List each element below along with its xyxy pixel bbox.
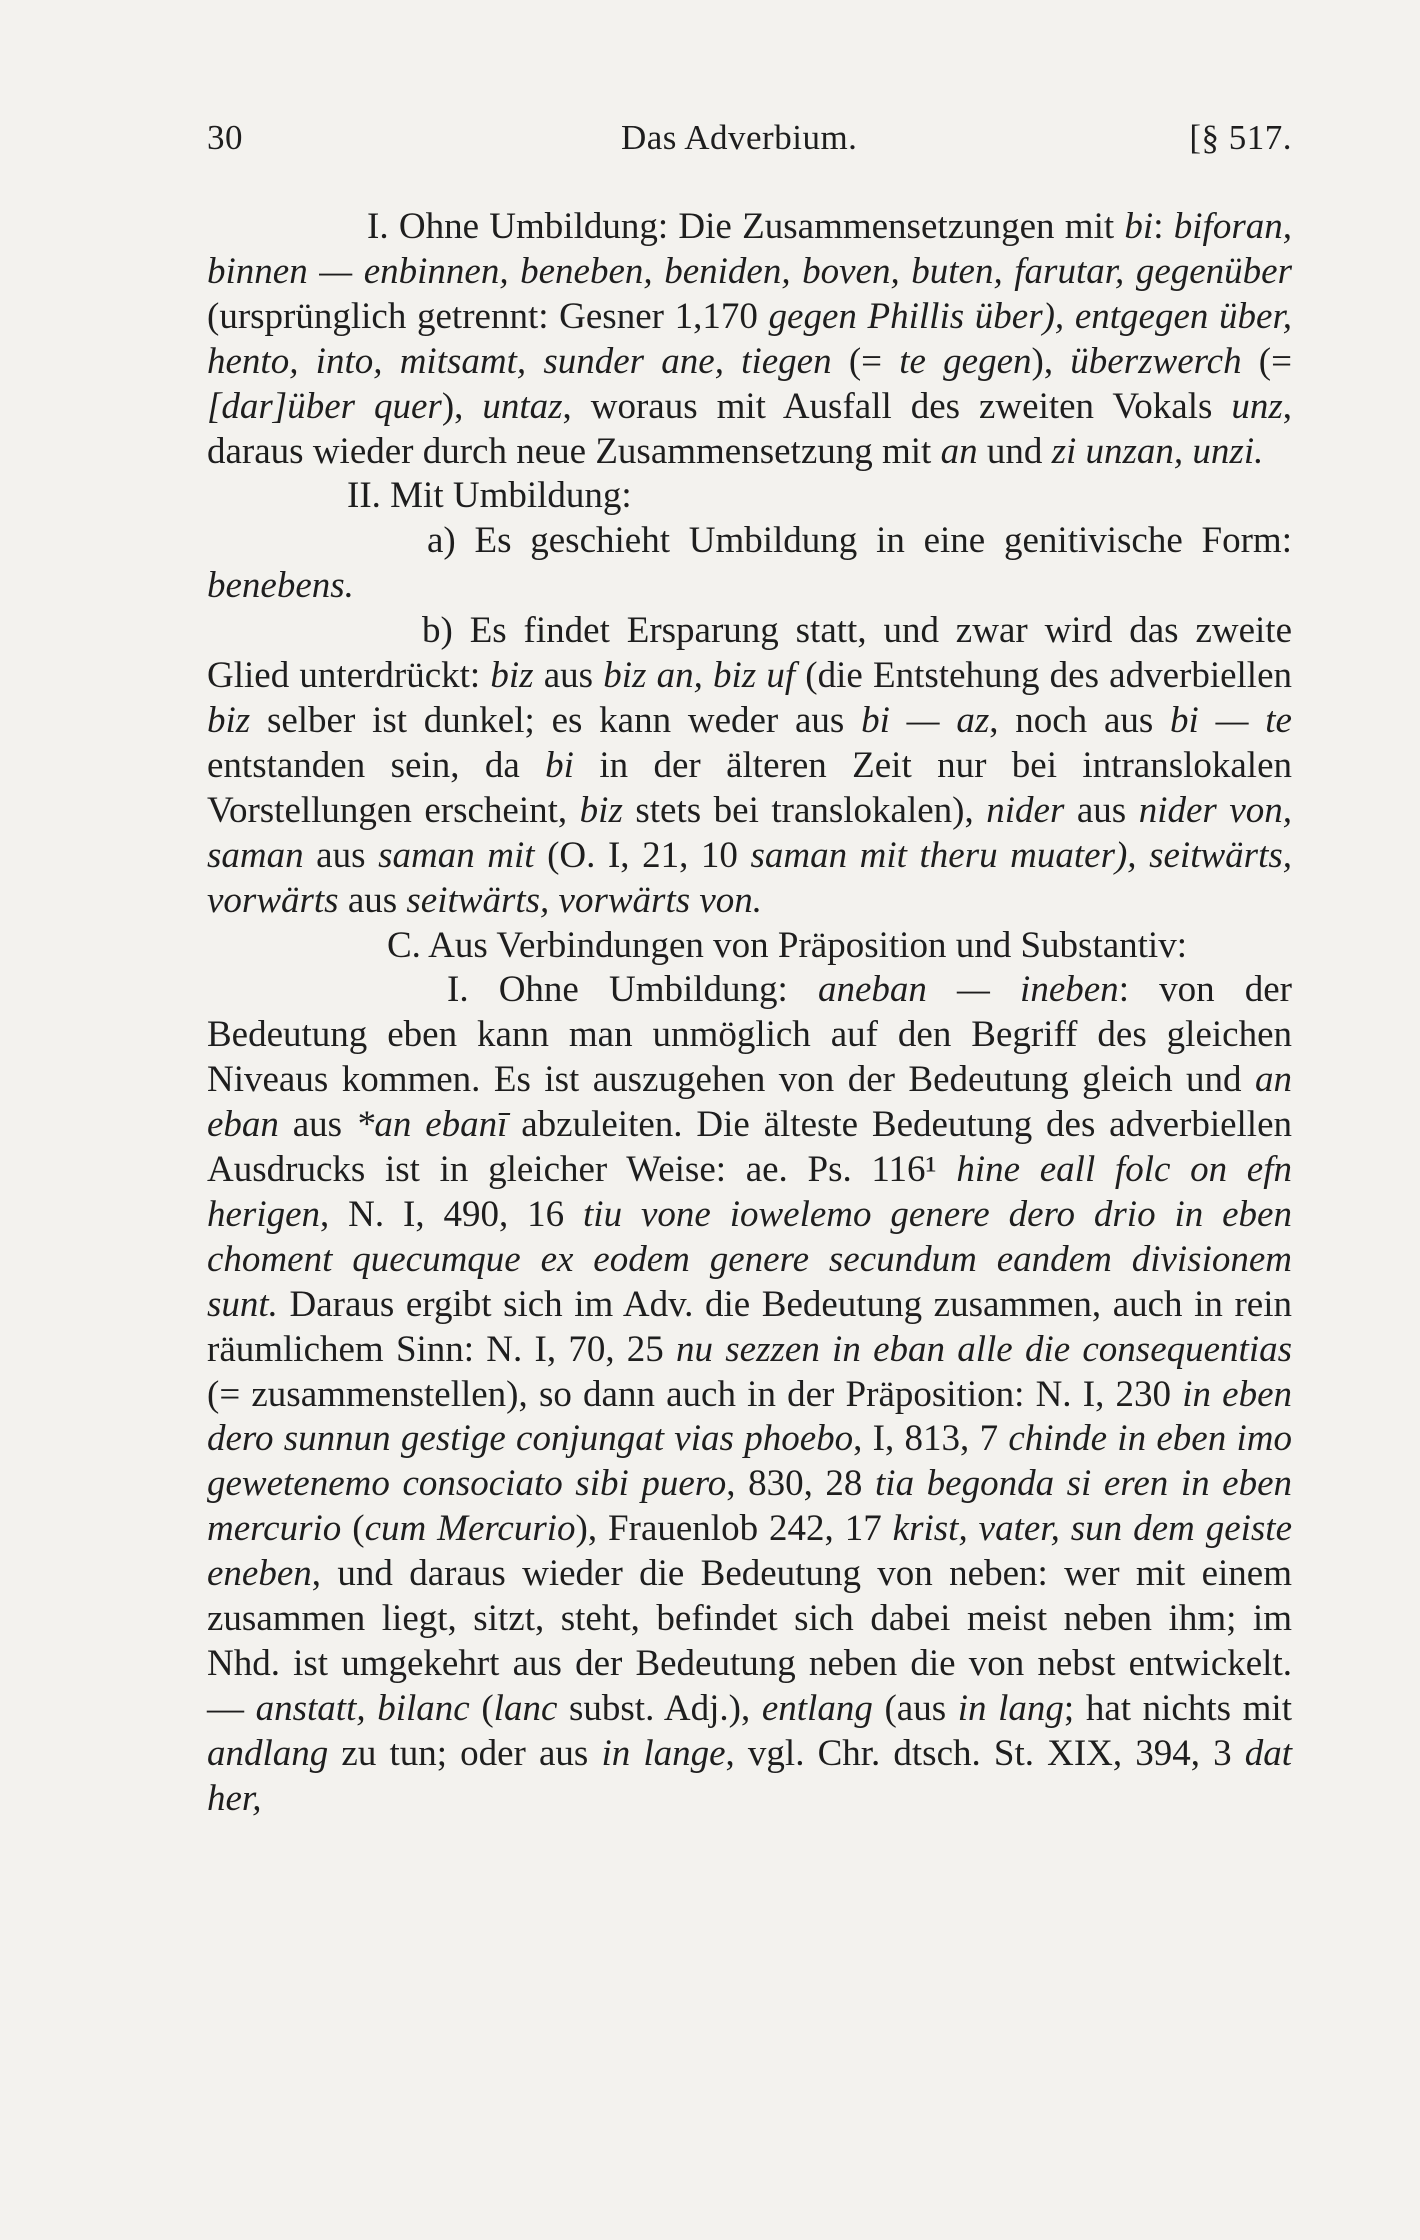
text-run: aus — [1064, 789, 1139, 831]
text-run: stets bei translokalen), — [622, 789, 987, 831]
italic-text: aneban — ineben — [817, 969, 1119, 1011]
italic-text: anstatt, bilanc — [255, 1687, 470, 1729]
text-run: , vgl. Chr. dtsch. St. XIX, 394, 3 — [725, 1732, 1245, 1774]
text-run: , woraus mit Ausfall des zweiten Vokals — [562, 385, 1232, 427]
italic-text: chinde in eben imo gewetenemo consociato sibi puero — [207, 1418, 1293, 1505]
text-run: , noch aus — [989, 699, 1171, 741]
text-run: I. Ohne Umbildung: Die Zusammensetzungen mit — [367, 206, 1125, 247]
text-run: (ursprünglich getrennt: Gesner 1,170 — [207, 295, 769, 337]
italic-text: bi — te — [1170, 699, 1292, 741]
text-run: , N. I, 490, 16 — [320, 1193, 584, 1235]
text-run: ), Frauenlob 242, 17 — [575, 1508, 893, 1550]
paragraph-a — [207, 519, 1292, 609]
italic-text: hine eall folc on efn herigen — [207, 1149, 1292, 1235]
italic-text: untaz — [482, 385, 563, 427]
italic-text: in eben dero sunnun gestige conjungat vias phoebo — [207, 1373, 1292, 1460]
text-run: : — [1153, 206, 1174, 247]
text-run: ( — [469, 1687, 494, 1729]
italic-text: biforan, binnen — enbinnen, beneben, beniden, boven, buten, farutar, gegenüber — [207, 206, 1292, 292]
italic-text: biz — [579, 789, 623, 831]
text-run: (aus — [872, 1687, 958, 1729]
italic-text: biz an, biz uf — [603, 655, 796, 697]
text-run: , daraus wieder durch neue Zusammensetzung mit — [207, 385, 1293, 472]
text-run: b) Es findet Ersparung statt, und zwar wird das zweite Glied unterdrückt: — [207, 610, 1292, 697]
text-run: aus — [303, 834, 379, 876]
text-run: a) Es geschieht Umbildung in eine genitivische Form: — [427, 520, 1292, 562]
text-run: , 830, 28 — [726, 1463, 876, 1505]
text-run: subst. Adj.), — [557, 1687, 762, 1729]
paragraph-ohne-umbildung-2 — [207, 968, 1292, 1821]
paragraph-c — [207, 924, 1292, 969]
text-run: aus — [338, 879, 407, 921]
text-run: (= — [831, 340, 900, 382]
italic-text: nu sezzen in eban alle die consequentias — [676, 1328, 1292, 1370]
text-run: (die Entstehung des adverbiellen — [795, 655, 1292, 697]
text-run: Daraus ergibt sich im Adv. die Bedeutung zusammen, auch in rein räumlichem Sinn: N. I, 70, 25 — [207, 1283, 1292, 1370]
text-run: selber ist dunkel; es kann weder aus — [250, 699, 862, 741]
italic-text: nider von, saman — [207, 789, 1292, 876]
text-run: aus — [533, 655, 604, 697]
page-number: 30 — [207, 118, 243, 157]
italic-text: in lang — [957, 1687, 1064, 1729]
text-run: C. Aus Verbindungen von Präposition und Substantiv: — [387, 924, 1187, 966]
italic-text: bi — [545, 744, 574, 786]
italic-text: überzwerch — [1070, 340, 1242, 382]
running-head — [207, 118, 1292, 168]
italic-text: in lange — [601, 1732, 726, 1774]
text-run: entstanden sein, da — [207, 744, 546, 786]
italic-text: [dar]über quer — [207, 385, 442, 427]
italic-text: biz — [490, 655, 534, 697]
italic-text: an — [940, 430, 978, 472]
text-run: II. Mit Umbildung: — [347, 475, 632, 517]
italic-text: tia begonda si eren in eben mercurio — [207, 1463, 1293, 1550]
page — [207, 118, 1292, 1822]
text-run: (O. I, 21, 10 — [534, 834, 751, 876]
italic-text: nider — [986, 789, 1065, 831]
text-run: abzuleiten. Die älteste Bedeutung des adverbiellen Ausdrucks ist in gleicher Weise: ae. Ps. 116¹ — [207, 1104, 1293, 1191]
text-run: (= — [1241, 340, 1292, 382]
text-run: aus — [278, 1104, 356, 1146]
text-run: ; hat nichts mit — [1063, 1687, 1292, 1729]
italic-text: seitwärts, vorwärts von. — [406, 879, 763, 921]
text-run: ), — [441, 385, 483, 427]
italic-text: entlang — [761, 1687, 873, 1729]
italic-text: gegen Phillis über), entgegen über, hento, into, mitsamt, sunder ane, tiegen — [207, 295, 1293, 382]
italic-text: bi — [1124, 206, 1154, 247]
text-run: ( — [341, 1508, 365, 1550]
italic-text: saman mit theru muater), seitwärts, vorwärts — [207, 834, 1292, 921]
paragraph-ohne-umbildung-1 — [207, 205, 1292, 474]
italic-text: bi — az — [861, 699, 990, 741]
italic-text: lanc — [493, 1687, 558, 1729]
italic-text: benebens. — [207, 565, 354, 607]
text-run: zu tun; oder aus — [328, 1732, 602, 1774]
section-marker: [§ 517. — [1189, 118, 1292, 157]
italic-text: andlang — [207, 1732, 329, 1774]
italic-text: *an ebanī — [355, 1104, 508, 1146]
italic-text: unz — [1231, 385, 1283, 427]
text-run: , I, 813, 7 — [853, 1418, 1009, 1460]
text-run: (= zusammenstellen), so dann auch in der Präposition: N. I, 230 — [207, 1373, 1183, 1415]
paragraph-b — [207, 609, 1292, 923]
italic-text: an eban — [207, 1059, 1292, 1146]
italic-text: te gegen — [899, 340, 1032, 382]
italic-text: dat her, — [207, 1732, 1293, 1819]
italic-text: saman mit — [378, 834, 535, 876]
running-title: Das Adverbium. — [621, 118, 858, 157]
text-run: I. Ohne Umbildung: — [447, 969, 818, 1011]
text-run: , und daraus wieder die Bedeutung von neben: wer mit einem zusammen liegt, sitzt, steht, befindet sich dabei meist neben ihm; im Nhd. ist umgekehrt aus der Bedeutung neben die von nebst entwickelt. — — [207, 1553, 1292, 1729]
body-text — [207, 205, 1292, 1822]
text-run: in der älteren Zeit nur bei intranslokalen Vorstellungen erscheint, — [207, 744, 1293, 831]
italic-text: tiu vone iowelemo genere dero drio in eben choment quecumque ex eodem genere secundum eandem divisionem sunt. — [207, 1193, 1292, 1325]
text-run: und — [977, 430, 1052, 472]
italic-text: krist, vater, sun dem geiste eneben — [207, 1508, 1293, 1595]
text-run: : von der Bedeutung eben kann man unmöglich auf den Begriff des gleichen Niveaus kommen. Es ist auszugehen von der Bedeutung gleich und — [207, 969, 1292, 1101]
paragraph-mit-umbildung — [207, 474, 1292, 519]
italic-text: cum Mercurio — [364, 1508, 576, 1550]
italic-text: zi unzan, unzi. — [1051, 430, 1264, 472]
italic-text: biz — [207, 699, 251, 741]
text-run: ), — [1031, 340, 1071, 382]
